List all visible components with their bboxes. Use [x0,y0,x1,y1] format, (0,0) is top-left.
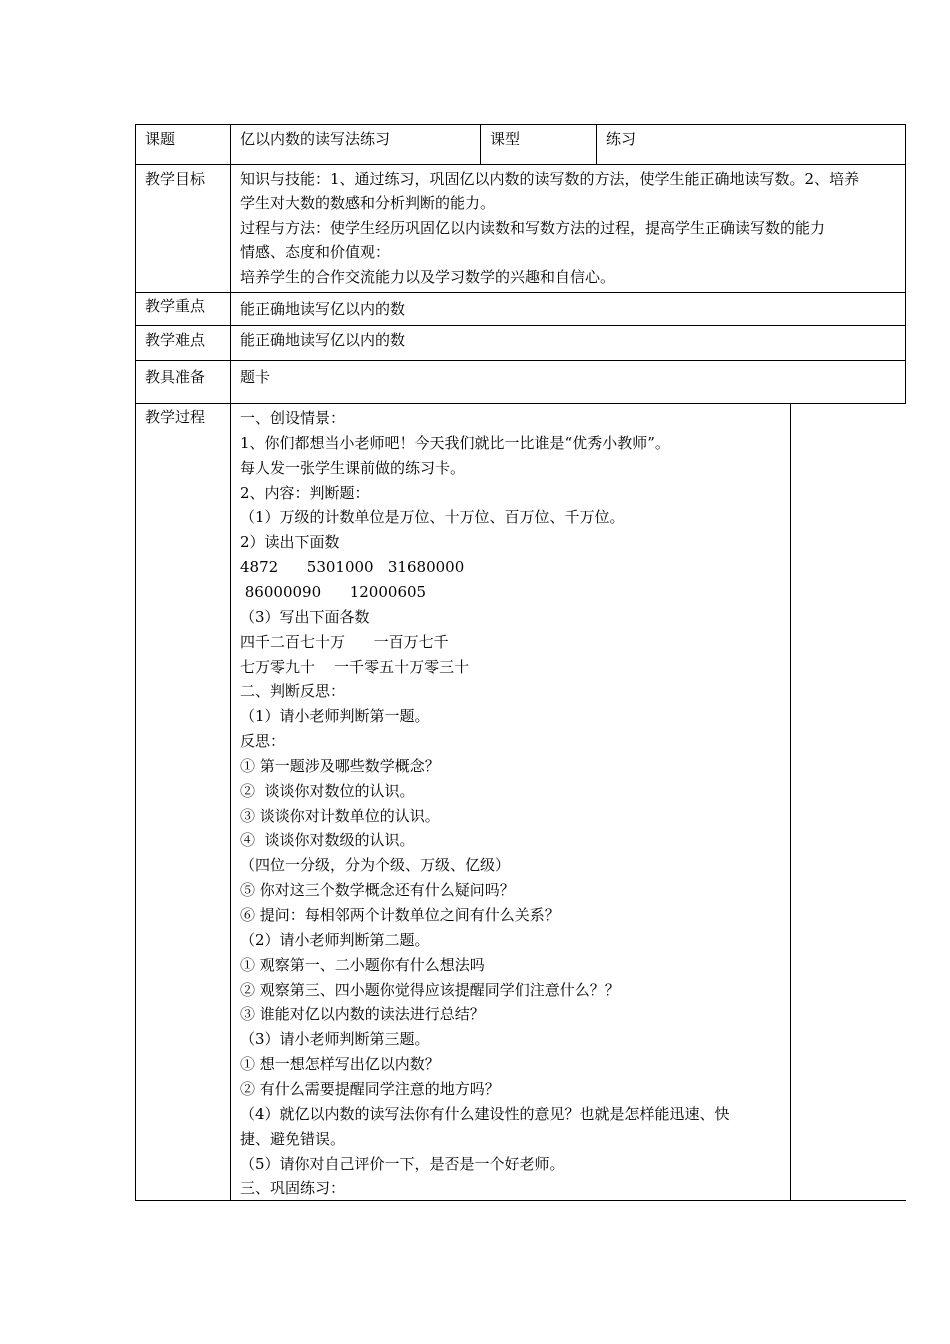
process-line: ⑥ 提问：每相邻两个计数单位之间有什么关系？ [240,906,560,924]
process-line: 2、内容：判断题： [240,483,370,502]
process-line: （4）就亿以内数的读写法你有什么建设性的意见？也就是怎样能迅速、快 [240,1104,730,1123]
process-line: ① 想一想怎样写出亿以内数？ [240,1055,440,1074]
goal-label: 教学目标 [145,170,206,188]
row-divider-key [135,292,906,293]
topic-type-divider [480,124,481,165]
key-value: 能正确地读写亿以内的数 [240,300,406,318]
process-line: 反思： [240,732,286,751]
table-border-left [135,124,136,1201]
process-line: （3）写出下面各数 [240,607,370,626]
process-line: （1）请小老师判断第一题。 [240,707,430,726]
label-column-divider [230,124,231,1201]
process-line: ② 观察第三、四小题你觉得应该提醒同学们注意什么？？ [240,980,620,999]
type-value-divider [596,124,597,165]
process-line: 一、创设情景： [240,409,346,427]
process-line: ③ 谁能对亿以内数的读法进行总结？ [240,1005,485,1024]
process-line: （四位一分级，分为个级、万级、亿级） [240,856,511,875]
type-label: 课型 [490,130,521,148]
process-line: ④ 谈谈你对数级的认识。 [240,831,415,850]
process-line: （3）请小老师判断第三题。 [240,1030,430,1049]
process-line: （1）万级的计数单位是万位、十万位、百万位、千万位。 [240,508,625,527]
process-line: （5）请你对自己评价一下，是否是一个好老师。 [240,1154,565,1173]
process-line: 1、你们都想当小老师吧！今天我们就比一比谁是“优秀小教师”。 [240,433,670,452]
tools-label: 教具准备 [145,368,206,386]
table-border-right [905,124,906,404]
goal-line: 学生对大数的数感和分析判断的能力。 [240,194,496,212]
process-line: ② 有什么需要提醒同学注意的地方吗？ [240,1079,500,1098]
process-line: 每人发一张学生课前做的练习卡。 [240,458,466,477]
goal-line: 过程与方法：使学生经历巩固亿以内读数和写数方法的过程，提高学生正确读写数的能力 [240,219,826,237]
process-line: 四千二百七十万 一百万七千 [240,632,449,651]
process-line: （2）请小老师判断第二题。 [240,930,430,949]
process-label: 教学过程 [145,408,206,426]
process-line: ① 第一题涉及哪些数学概念？ [240,756,440,775]
table-border-top [135,124,906,125]
process-line: 七万零九十 一千零五十万零三十 [240,657,470,676]
difficult-value: 能正确地读写亿以内的数 [240,331,406,349]
key-label: 教学重点 [145,297,206,315]
tools-value: 题卡 [240,368,271,386]
process-line: 86000090 12000605 [240,582,427,601]
process-side-column-divider [790,403,791,1201]
process-line: ⑤ 你对这三个数学概念还有什么疑问吗？ [240,881,515,900]
process-line: 捷、避免错误。 [240,1129,346,1148]
process-line: 三、巩固练习： [240,1179,346,1198]
goal-line: 培养学生的合作交流能力以及学习数学的兴趣和自信心。 [240,268,616,286]
process-line: ② 谈谈你对数位的认识。 [240,781,415,800]
type-value: 练习 [606,130,637,148]
process-line: ① 观察第一、二小题你有什么想法吗 [240,955,485,974]
row-divider-goal [135,164,906,165]
process-line: 二、判断反思： [240,682,346,701]
difficult-label: 教学难点 [145,331,206,349]
goal-line: 知识与技能：1、通过练习，巩固亿以内数的读写数的方法，使学生能正确地读写数。2、培养 [240,170,860,188]
topic-value: 亿以内数的读写法练习 [240,130,391,148]
process-line: ③ 谈谈你对计数单位的认识。 [240,806,440,825]
row-divider-difficult [135,325,906,326]
topic-label: 课题 [145,130,176,148]
process-line: 2）读出下面数 [240,533,340,552]
process-line: 4872 5301000 31680000 [240,558,465,577]
row-divider-tools [135,360,906,361]
goal-line: 情感、态度和价值观： [240,243,391,261]
